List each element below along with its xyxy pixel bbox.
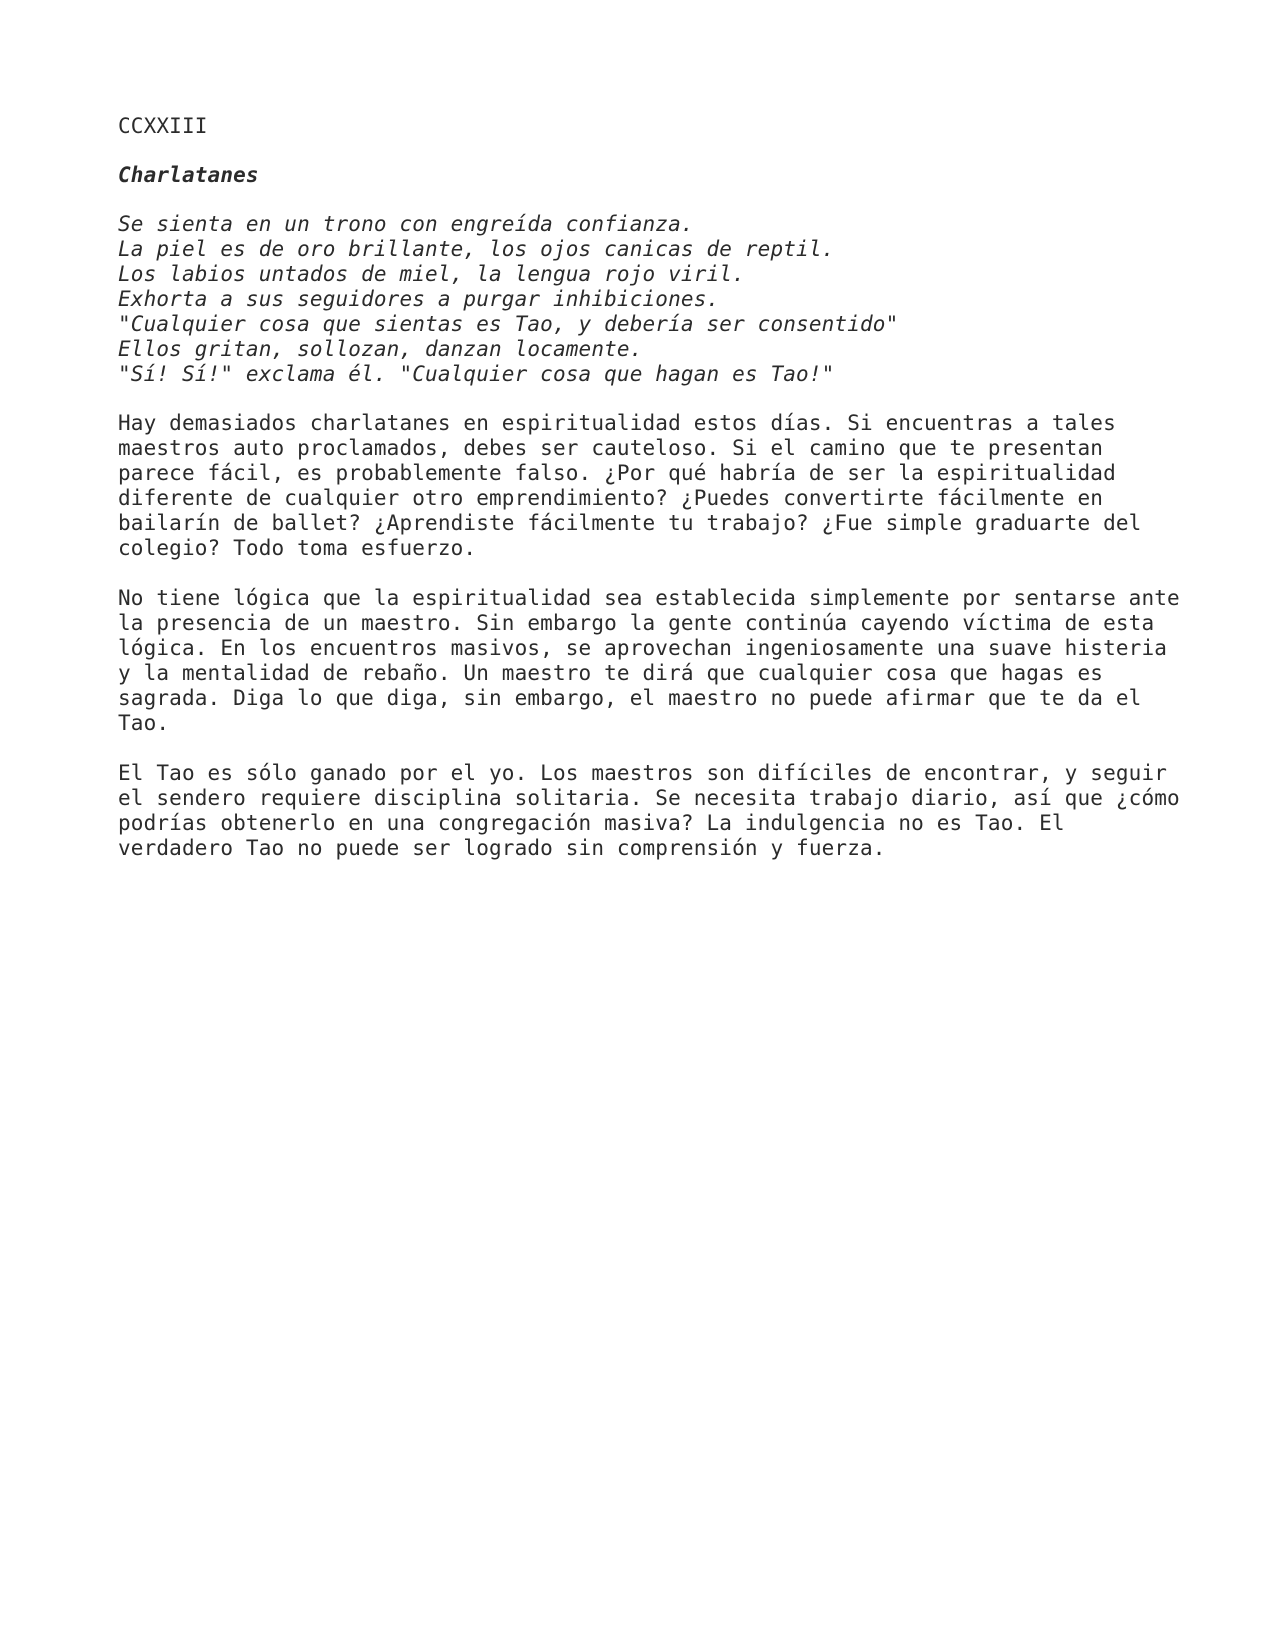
paragraph-line: bailarín de ballet? ¿Aprendiste fácilmente tu trabajo? ¿Fue simple graduarte del [118,511,1142,535]
paragraph-tao [118,761,1178,861]
paragraph-line: maestros auto proclamados, debes ser cauteloso. Si el camino que te presentan [118,436,1104,460]
poem-line: La piel es de oro brillante, los ojos canicas de reptil. [118,237,835,261]
document-page [118,114,1178,886]
poem-line: "Cualquier cosa que sientas es Tao, y debería ser consentido" [118,312,899,336]
paragraph-line: Tao. [118,711,170,735]
poem-line: Se sienta en un trono con engreída confianza. [118,212,694,236]
paragraph-line: el sendero requiere disciplina solitaria. Se necesita trabajo diario, así que ¿cómo [118,786,1180,810]
poem-line: Ellos gritan, sollozan, danzan locamente. [118,337,643,361]
paragraph-line: parece fácil, es probablemente falso. ¿Por qué habría de ser la espiritualidad [118,461,1116,485]
paragraph-line: lógica. En los encuentros masivos, se aprovechan ingeniosamente una suave histeria [118,636,1168,660]
paragraph-charlatans [118,411,1178,561]
paragraph-line: y la mentalidad de rebaño. Un maestro te dirá que cualquier cosa que hagas es [118,661,1104,685]
paragraph-line: verdadero Tao no puede ser logrado sin comprensión y fuerza. [118,836,886,860]
paragraph-logic [118,586,1178,736]
paragraph-line: diferente de cualquier otro emprendimiento? ¿Puedes convertirte fácilmente en [118,486,1104,510]
paragraph-line: No tiene lógica que la espiritualidad sea establecida simplemente por sentarse ante [118,586,1180,610]
paragraph-line: El Tao es sólo ganado por el yo. Los maestros son difíciles de encontrar, y seguir [118,761,1168,785]
paragraph-line: podrías obtenerlo en una congregación masiva? La indulgencia no es Tao. El [118,811,1065,835]
poem-line: Exhorta a sus seguidores a purgar inhibiciones. [118,287,720,311]
chapter-number: CCXXIII [118,114,208,138]
paragraph-line: la presencia de un maestro. Sin embargo la gente continúa cayendo víctima de esta [118,611,1155,635]
poem-line: "Sí! Sí!" exclama él. "Cualquier cosa que hagan es Tao!" [118,362,835,386]
poem [118,212,1178,387]
chapter-title: Charlatanes [118,163,259,187]
paragraph-line: Hay demasiados charlatanes en espiritualidad estos días. Si encuentras a tales [118,411,1116,435]
poem-line: Los labios untados de miel, la lengua rojo viril. [118,262,745,286]
paragraph-line: colegio? Todo toma esfuerzo. [118,536,477,560]
paragraph-line: sagrada. Diga lo que diga, sin embargo, el maestro no puede afirmar que te da el [118,686,1142,710]
